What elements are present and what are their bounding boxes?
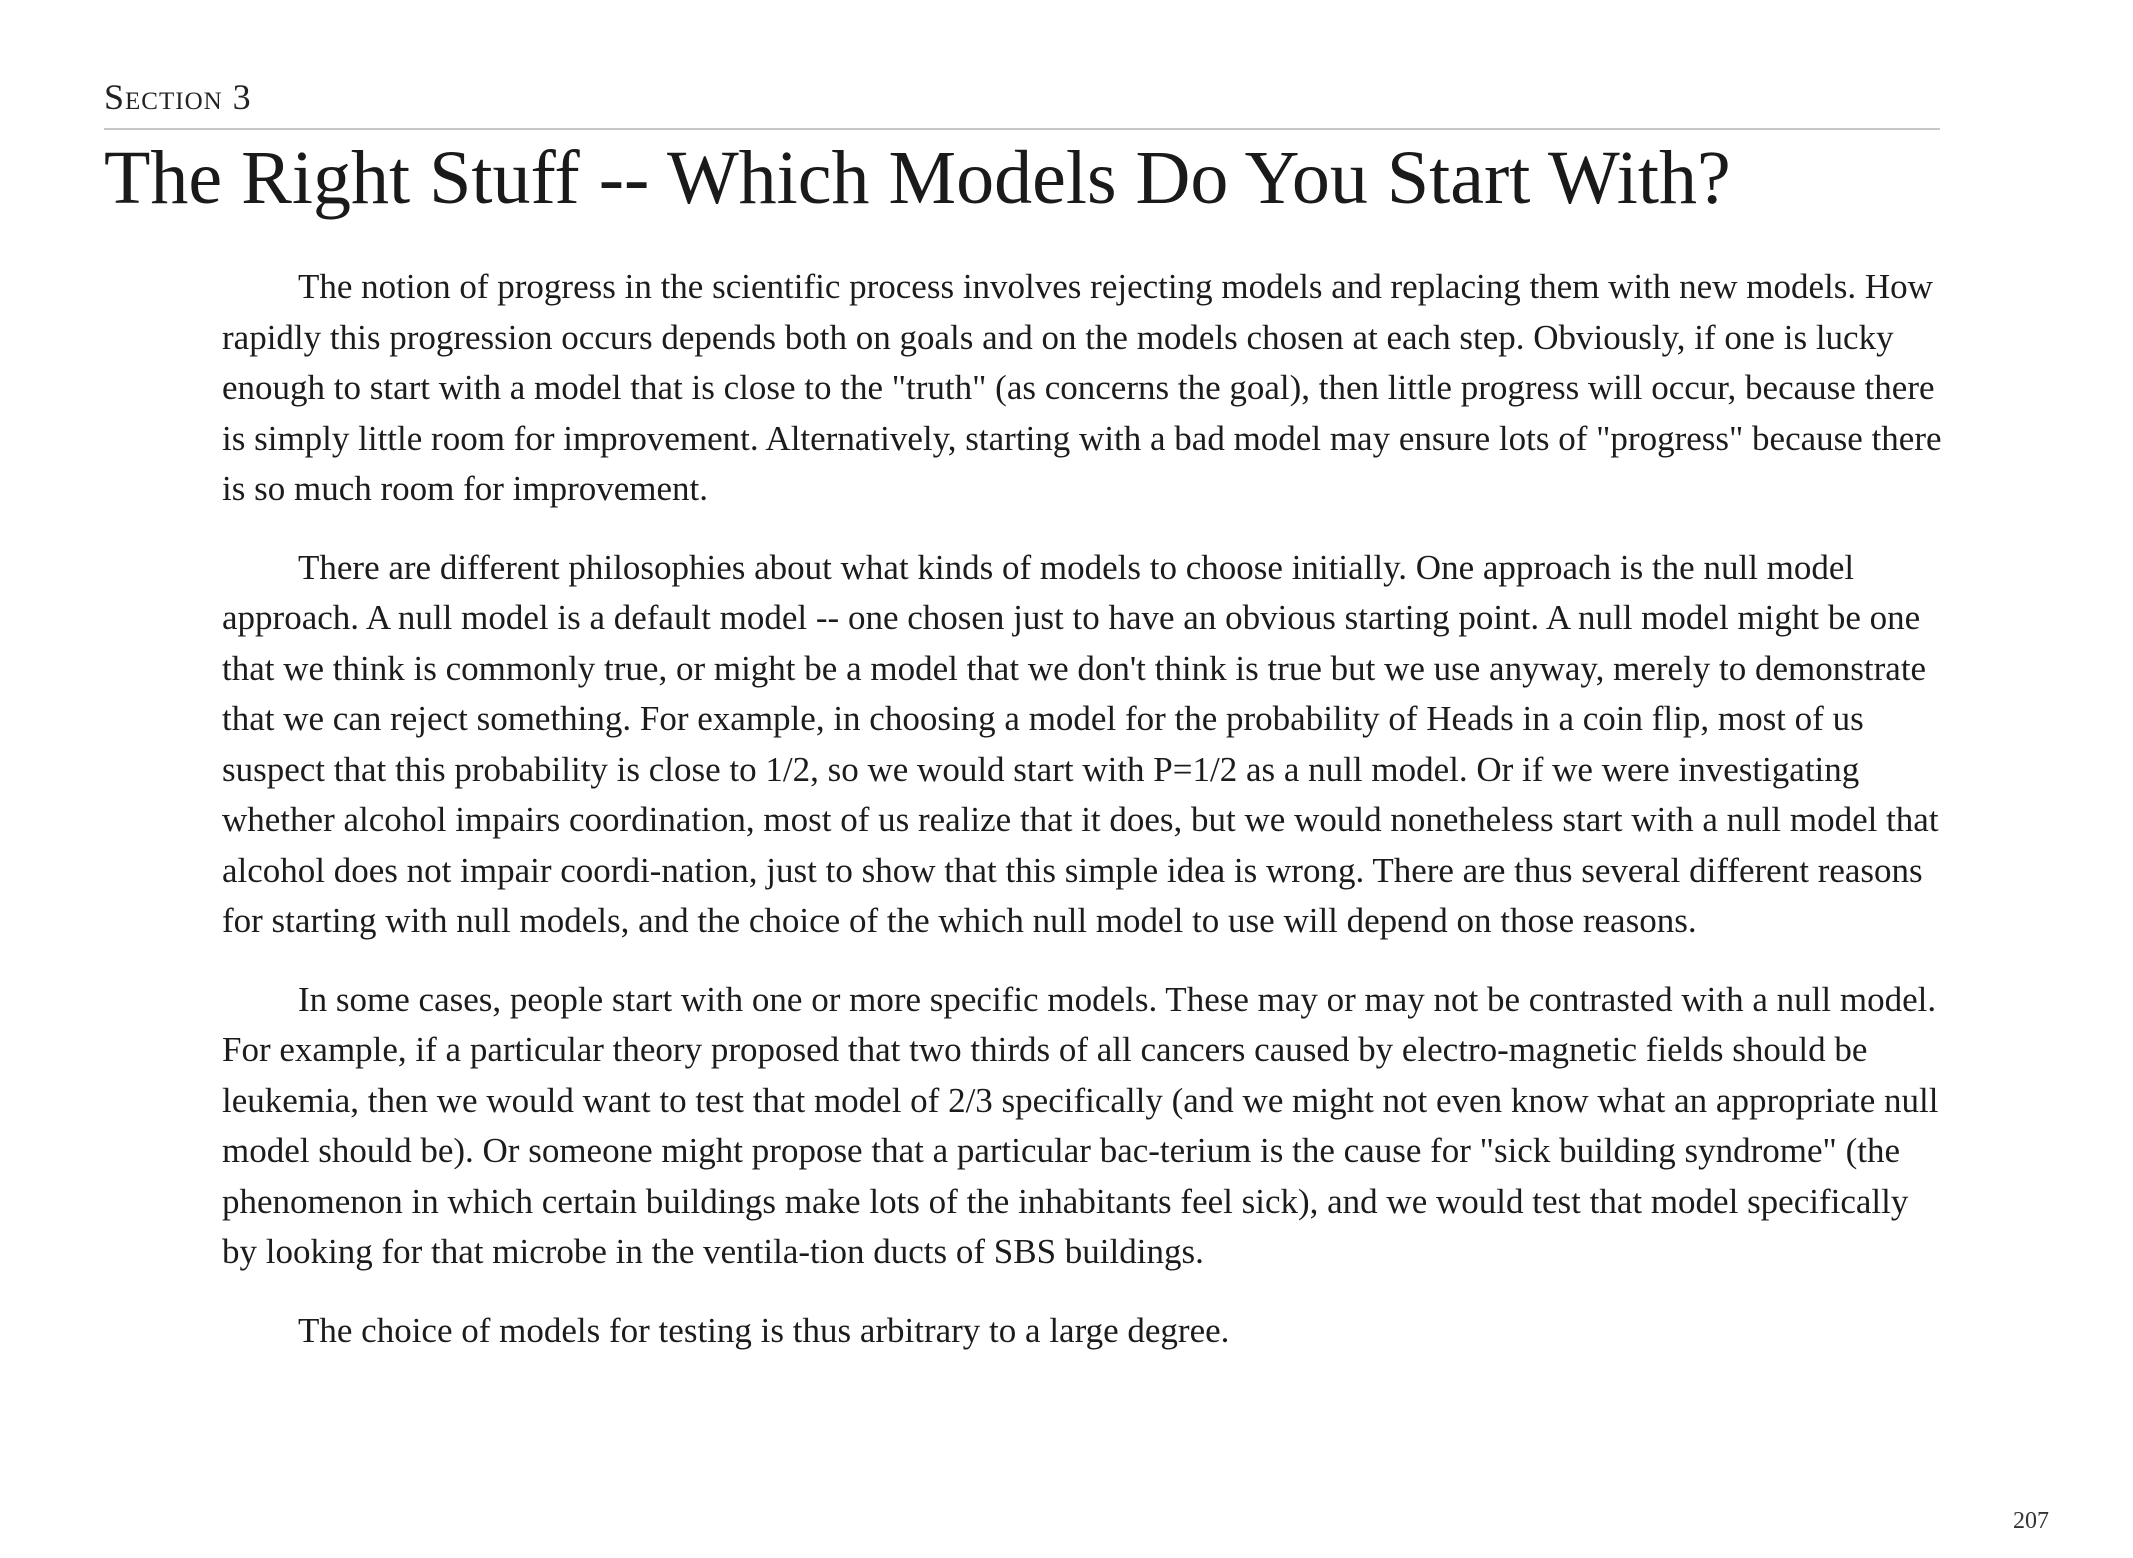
paragraph-3: In some cases, people start with one or more specific models. These may or may not be contrasted with a null model. For example, if a particular theory proposed that two thirds of all cancers caused by electro-magnetic fields should be leukemia, then we would want to test that model of 2/3 specifically (and we might not even know what an appropriate null model should be). Or someone might propose that a particular bac-terium is the cause for "sick building syndrome" (the phenomenon in which certain buildings make lots of the inhabitants feel sick), and we would test that model specifically by looking for that microbe in the ventila-tion ducts of SBS buildings. — [222, 979, 1939, 1271]
paragraph-2: There are different philosophies about what kinds of models to choose initially. One approach is the null model approach. A null model is a default model -- one chosen just to have an obvious starting point. A null model might be one that we think is commonly true, or might be a model that we don't think is true but we use anyway, merely to demonstrate that we can reject something. For example, in choosing a model for the probability of Heads in a coin flip, most of us suspect that this probability is close to 1/2, so we would start with P=1/2 as a null model. Or if we were investigating whether alcohol impairs coordination, most of us realize that it does, but we would nonetheless start with a null model that alcohol does not impair coordi-nation, just to show that this simple idea is wrong. There are thus several different reasons for starting with null models, and the choice of the which null model to use will depend on those reasons. — [222, 547, 1939, 940]
paragraph-4: The choice of models for testing is thus arbitrary to a large degree. — [298, 1310, 1230, 1350]
page-number: 207 — [2013, 1508, 2049, 1534]
paragraph-1: The notion of progress in the scientific process involves rejecting models and replacing them with new models. How rapidly this progression occurs depends both on goals and on the models chosen at each step. Obviously, if one is lucky enough to start with a model that is close to the "truth" (as concerns the goal), then little progress will occur, because there is simply little room for improvement. Alternatively, starting with a bad model may ensure lots of "progress" because there is so much room for improvement. — [222, 267, 1942, 508]
section-title: The Right Stuff -- Which Models Do You Start With? — [104, 136, 1731, 220]
section-label — [104, 76, 252, 118]
body-text — [222, 262, 1942, 1384]
section-label-text: Section 3 — [104, 77, 252, 117]
